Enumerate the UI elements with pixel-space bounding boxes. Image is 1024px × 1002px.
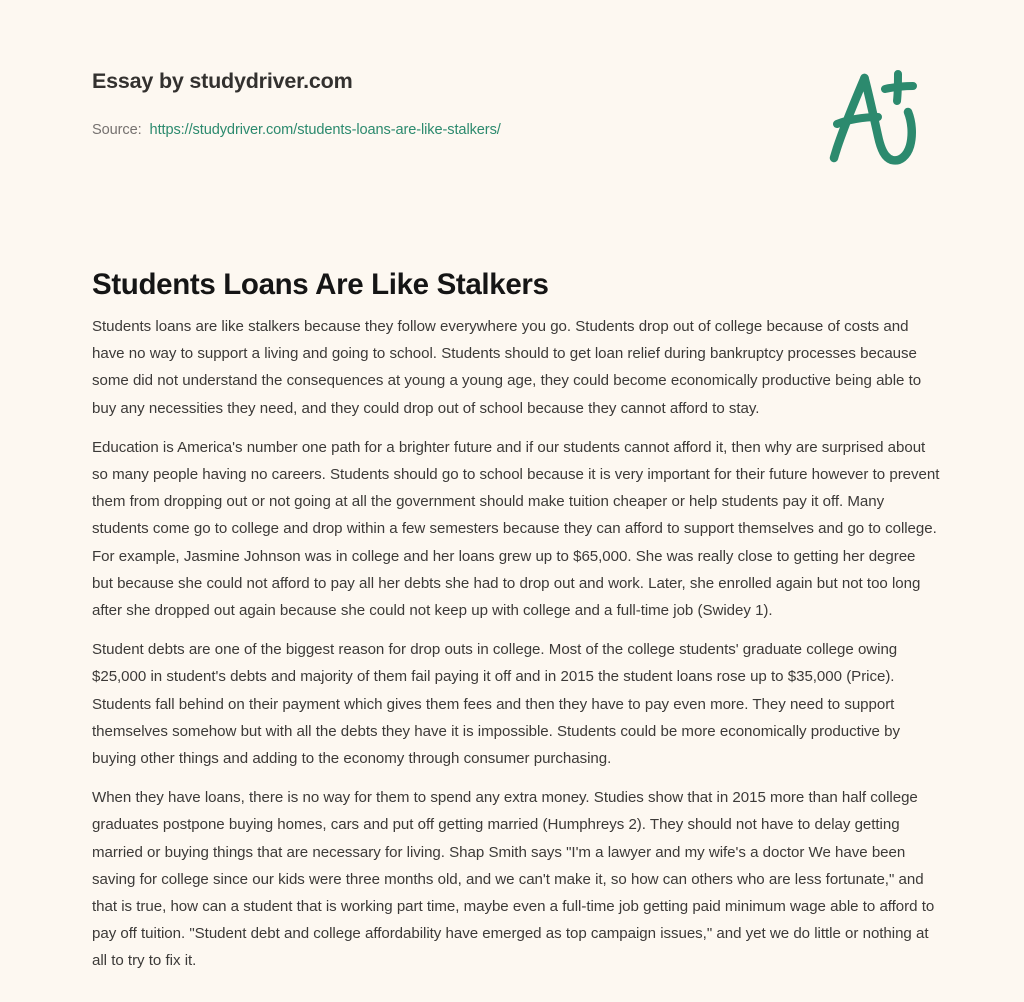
paragraph: Students loans are like stalkers because they follow everywhere you go. Students drop out of college because of costs and have no way to support a living and going to school. Students should to get loan relief during bankruptcy processes because some did not understand the consequences at young a young age, they could become economically productive being able to buy any necessities they need, and they could drop out of school because they cannot afford to stay. (92, 318, 922, 417)
a-plus-logo-icon (812, 62, 932, 168)
brand-byline: Essay by studydriver.com (92, 69, 353, 93)
source-url-link[interactable]: https://studydriver.com/students-loans-are-like-stalkers/ (149, 122, 501, 138)
source-label: Source: (92, 122, 142, 138)
document-header (0, 0, 1024, 200)
page-title: Students Loans Are Like Stalkers (92, 267, 549, 301)
paragraph: Education is America's number one path for a brighter future and if our students cannot afford it, then why are surprised about so many people having no careers. Students should go to school because it is very important for their future however to prevent them from dropping out or not going at all the government should make tuition cheaper or help students pay it off. Many students come go to college and drop within a few semesters because they can afford to support themselves and go to college. For example, Jasmine Johnson was in college and her loans grew up to $65,000. She was really close to getting her degree but because she could not afford to pay all her debts she had to drop out and work. Later, she enrolled again but not too long after she dropped out again because she could not keep up with college and a full-time job (Swidey 1). (92, 438, 940, 620)
paragraph: When they have loans, there is no way for them to spend any extra money. Studies show that in 2015 more than half college graduates postpone buying homes, cars and put off getting married (Humphreys 2). They should not have to delay getting married or buying things that are necessary for living. Shap Smith says "I'm a lawyer and my wife's a doctor We have been saving for college since our kids were three months old, and we can't make it, so how can others who are less fortunate," and that is true, how can a student that is working part time, maybe even a full-time job getting paid minimum wage able to afford to pay off tuition. "Student debt and college affordability have emerged as top campaign issues," and yet we do little or nothing at all to try to fix it. (92, 789, 935, 970)
source-line (92, 122, 501, 138)
paragraph: Student debts are one of the biggest reason for drop outs in college. Most of the college students' graduate college owing $25,000 in student's debts and majority of them fail paying it off and in 2015 the student loans rose up to $35,000 (Price). Students fall behind on their payment which gives them fees and then they have to pay even more. They need to support themselves somehow but with all the debts they have it is impossible. Students could be more economically productive by buying other things and adding to the economy through consumer purchasing. (92, 641, 900, 768)
essay-body (92, 313, 940, 975)
